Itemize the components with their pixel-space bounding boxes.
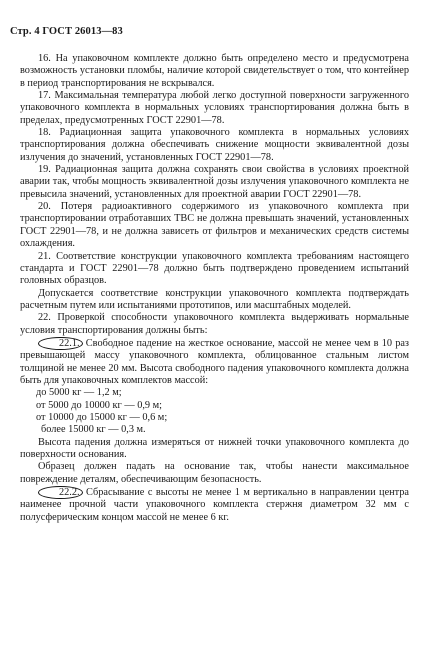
paragraph-16: 16. На упаковочном комплекте должно быть определено место и предусмотрена возможность установки пломбы, наличие которой свидетельствует о том, что контейнер в период транспортирования не вскрывался.: [20, 53, 409, 89]
document-body: [20, 53, 409, 524]
paragraph-22-1: [20, 337, 409, 387]
clause-number-22-1: 22.1.: [38, 337, 83, 350]
list-item: от 5000 до 10000 кг — 0,9 м;: [36, 399, 163, 411]
paragraph-20: 20. Потеря радиоактивного содержимого из упаковочного комплекта при транспортировании отработавших ТВС не должна превышать значений, установленных ГОСТ 22901—78, и не должна зависеть от фильтров и механических средств системы охлаждения.: [20, 201, 409, 250]
paragraph-22-1-text: Свободное падение на жесткое основание, массой не менее чем в 10 раз превышающей массу упаковочного комплекта, облицованное стальным листом толщиной не менее 20 мм. Высота свободного падения упаковочного комплекта должна быть для упаковочных комплектов массой:: [20, 337, 409, 386]
paragraph-18: 18. Радиационная защита упаковочного комплекта в нормальных условиях транспортирования должна обеспечивать снижение мощности эквивалентной дозы излучения до значений, установленных ГОСТ 22901—78.: [20, 127, 409, 163]
clause-number-22-2: 22.2.: [38, 486, 83, 499]
paragraph-17: 17. Максимальная температура любой легко доступной поверхности загруженного упаковочного комплекта в нормальных условиях транспортирования должна быть в пределах, предусмотренных ГОСТ 22901—78.: [20, 90, 409, 126]
list-item: от 10000 до 15000 кг — 0,6 м;: [36, 411, 168, 423]
paragraph-22-2-text: Сбрасывание с высоты не менее 1 м вертикально в направлении центра наименее прочной части упаковочного комплекта стержня диаметром 32 мм с полусферическим концом массой не менее 6 кг.: [20, 487, 409, 523]
paragraph-21: 21. Соответствие конструкции упаковочного комплекта требованиям настоящего стандарта и ГОСТ 22901—78 должно быть подтверждено проведением испытаний головных образцов.: [20, 250, 409, 287]
list-item: до 5000 кг — 1,2 м;: [36, 387, 122, 399]
page-header: Стр. 4 ГОСТ 26013—83: [10, 26, 123, 37]
mass-height-list: [36, 387, 409, 436]
paragraph-22-2: [20, 486, 409, 524]
paragraph-21-note: Допускается соответствие конструкции упаковочного комплекта подтверждать расчетным путем или испытаниями прототипов, или масштабных моделей.: [20, 287, 409, 311]
paragraph-sample: Образец должен падать на основание так, чтобы нанести максимальное повреждение деталям, обеспечивающим безопасность.: [20, 461, 409, 485]
paragraph-19: 19. Радиационная защита должна сохранять свои свойства в условиях проектной аварии так, чтобы мощность эквивалентной дозы излучения упаковочного комплекта не превысила значений, установленных для проектной аварии ГОСТ 22901—78.: [20, 164, 409, 200]
paragraph-height: Высота падения должна измеряться от нижней точки упаковочного комплекта до поверхности основания.: [20, 436, 409, 460]
paragraph-22: 22. Проверкой способности упаковочного комплекта выдерживать нормальные условия транспортирования должны быть:: [20, 312, 409, 336]
list-item: более 15000 кг — 0,3 м.: [41, 424, 146, 436]
